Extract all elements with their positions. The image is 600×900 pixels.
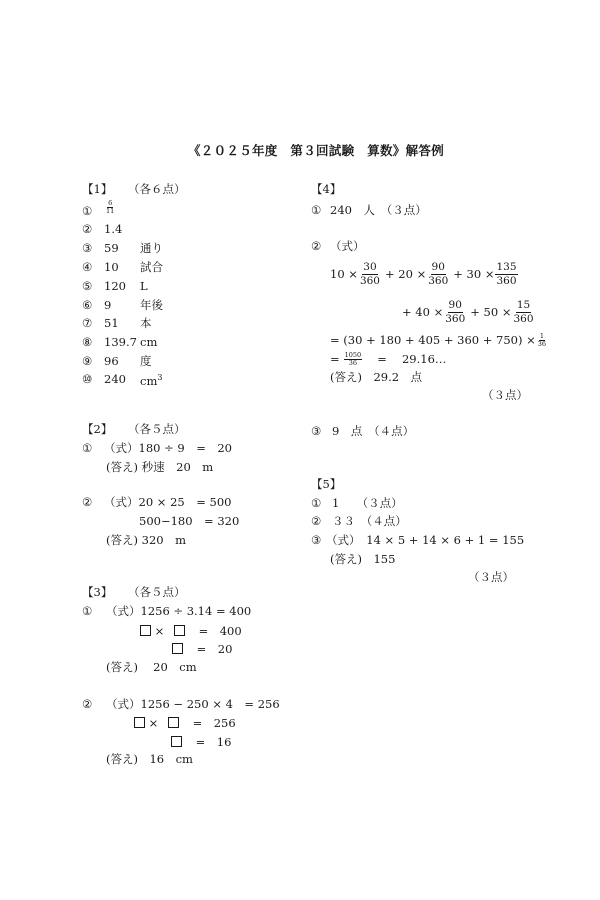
q2-p2-answer: (答え) 320 m — [106, 533, 186, 547]
q1-ans4-unit: 試合 — [140, 260, 163, 274]
q1-ans6-value: 9 — [104, 298, 112, 312]
q5-num-3: ③ — [311, 533, 322, 547]
q3-p2-line2 — [134, 717, 236, 730]
q1-ans10-unit-exponent: 3 — [157, 373, 163, 382]
q4-expr1-frac2-den: 360 — [428, 275, 449, 288]
q4-expr4-frac — [344, 352, 363, 367]
q4-p2-points: （３点） — [482, 388, 528, 402]
q4-expr1-frac1-den: 360 — [359, 275, 380, 288]
q4-ans3: 9 点 （４点） — [332, 424, 415, 438]
q5-num-2: ② — [311, 514, 322, 528]
q4-expr1-frac3-num: 135 — [495, 262, 517, 275]
q4-expr-line2 — [402, 300, 536, 325]
q4-p2-answer: (答え) 29.2 点 — [330, 370, 423, 384]
q3-num-2: ② — [82, 697, 93, 711]
q3-p1-expression: （式）1256 ÷ 3.14 = 400 — [106, 604, 252, 618]
q1-ans9-value: 96 — [104, 354, 119, 368]
q4-expr1-frac2-num: 90 — [431, 262, 446, 275]
q4-expr4-frac-num: 1050 — [344, 351, 362, 359]
q4-expr2-term-a: + 40 × — [402, 304, 444, 319]
q3-p1-times: × — [154, 624, 165, 638]
q1-num-6: ⑥ — [82, 298, 93, 312]
q3-p1-box-c — [172, 643, 183, 654]
q3-p1-line3 — [172, 643, 232, 656]
q4-expr3-frac-den: 36 — [537, 339, 547, 348]
q3-p2-box-b — [168, 717, 179, 728]
q4-expr1-frac1 — [359, 262, 381, 287]
q1-ans10-value: 240 — [104, 372, 126, 386]
q1-num-10: ⑩ — [82, 372, 93, 386]
q1-num-8: ⑧ — [82, 335, 93, 349]
q4-expr3-frac-num: 1 — [539, 332, 544, 340]
q4-expr1-frac1-num: 30 — [362, 262, 377, 275]
q4-num-2: ② — [311, 239, 322, 253]
q1-ans1 — [104, 200, 116, 215]
q1-points: （各６点） — [128, 182, 186, 196]
q1-ans7-value: 51 — [104, 316, 119, 330]
q4-heading: 【4】 — [311, 182, 342, 196]
q1-ans1-fraction — [105, 200, 115, 215]
q1-ans7-unit: 本 — [140, 316, 152, 330]
q4-ans1: 240 人 （３点） — [330, 203, 427, 217]
q1-num-2: ② — [82, 222, 93, 236]
q1-ans1-numerator: 6 — [108, 199, 113, 207]
q1-num-3: ③ — [82, 241, 93, 255]
q3-p2-answer: (答え) 16 cm — [106, 752, 193, 766]
q1-ans1-denominator: 11 — [106, 206, 115, 215]
q4-expr2-frac2-num: 15 — [516, 300, 531, 313]
q5-p3-answer: (答え) 155 — [330, 552, 396, 566]
q3-p2-box-a — [134, 717, 145, 728]
q2-p1-expression: （式）180 ÷ 9 = 20 — [104, 441, 232, 455]
q4-expr2-frac1 — [444, 300, 466, 325]
q5-p3-points: （３点） — [468, 570, 514, 584]
q3-p1-box-a — [140, 625, 151, 636]
q4-expr2-term-b: + 50 × — [470, 304, 512, 319]
q1-ans3-unit: 通り — [140, 241, 163, 255]
q2-num-1: ① — [82, 441, 93, 455]
q1-ans10-unit — [140, 374, 162, 388]
q1-num-1: ① — [82, 204, 93, 218]
q3-p1-line3-result: = 20 — [196, 642, 233, 656]
q1-num-4: ④ — [82, 260, 93, 274]
q5-num-1: ① — [311, 496, 322, 510]
q4-expr1-term-a: 10 × — [330, 266, 358, 281]
q2-p2-expression-line2: 500−180 = 320 — [139, 514, 240, 528]
q3-p2-times: × — [148, 716, 159, 730]
q3-heading: 【3】 — [82, 585, 113, 599]
q1-num-9: ⑨ — [82, 354, 93, 368]
q3-p2-line3 — [171, 736, 231, 749]
q5-p3-expression: （式） 14 × 5 + 14 × 6 + 1 = 155 — [326, 533, 525, 547]
q4-expr2-frac2 — [512, 300, 534, 325]
q3-p2-line3-result: = 16 — [195, 735, 232, 749]
q1-num-5: ⑤ — [82, 279, 93, 293]
q1-ans8-unit: cm — [140, 335, 158, 349]
q4-expr4-frac-den: 36 — [348, 358, 358, 367]
q1-num-7: ⑦ — [82, 316, 93, 330]
q3-p2-line2-result: = 256 — [192, 716, 236, 730]
q1-ans4-value: 10 — [104, 260, 119, 274]
q1-ans9-unit: 度 — [140, 354, 152, 368]
q3-num-1: ① — [82, 604, 93, 618]
q2-p2-expression: （式）20 × 25 = 500 — [104, 495, 232, 509]
q4-expr2-frac2-den: 360 — [513, 313, 534, 326]
q4-expr1-frac2 — [427, 262, 449, 287]
q5-ans1: 1 （３点） — [332, 496, 403, 510]
q4-p2-expression-label: （式） — [330, 239, 365, 253]
q4-expr2-frac1-num: 90 — [448, 300, 463, 313]
q4-expr-line3 — [330, 333, 548, 348]
q4-expr4-result: = 29.16… — [377, 351, 447, 366]
q1-ans5-unit: L — [140, 279, 148, 293]
q1-ans2: 1.4 — [104, 222, 123, 236]
q1-ans3-value: 59 — [104, 241, 119, 255]
q3-p1-answer: (答え) 20 cm — [106, 660, 197, 674]
q3-p1-box-b — [174, 625, 185, 636]
q4-expr-line1 — [330, 262, 519, 287]
q5-heading: 【5】 — [311, 477, 342, 491]
q2-num-2: ② — [82, 495, 93, 509]
q3-p2-box-c — [171, 736, 182, 747]
q4-expr1-term-b: + 20 × — [384, 266, 427, 281]
q1-heading: 【1】 — [82, 182, 113, 196]
q1-ans8-value: 139.7 — [104, 335, 137, 349]
q1-ans5-value: 120 — [104, 279, 126, 293]
q1-ans10-unit-base: cm — [140, 374, 158, 388]
q5-ans2: ３３ （４点） — [332, 514, 407, 528]
q4-num-1: ① — [311, 203, 322, 217]
q1-ans6-unit: 年後 — [140, 298, 163, 312]
q4-expr3-term-a: = (30 + 180 + 405 + 360 + 750) × — [330, 332, 536, 347]
q4-expr3-frac — [537, 333, 547, 348]
q4-num-3: ③ — [311, 424, 322, 438]
q2-points: （各５点） — [128, 422, 186, 436]
q4-expr4-eq: = — [330, 351, 340, 366]
q3-p1-line2 — [140, 625, 242, 638]
q3-p2-expression: （式）1256 − 250 × 4 = 256 — [106, 697, 280, 711]
q4-expr-line4 — [330, 352, 446, 367]
q4-expr2-frac1-den: 360 — [445, 313, 466, 326]
page-title: 《２０２５年度 第３回試験 算数》解答例 — [188, 143, 445, 158]
q4-expr1-frac3-den: 360 — [496, 275, 517, 288]
q4-expr1-frac3 — [495, 262, 517, 287]
q3-points: （各５点） — [128, 585, 186, 599]
q4-expr1-term-c: + 30 × — [453, 266, 495, 281]
q3-p1-line2-result: = 400 — [198, 624, 242, 638]
q2-p1-answer: (答え) 秒速 20 m — [106, 460, 214, 474]
q2-heading: 【2】 — [82, 422, 113, 436]
